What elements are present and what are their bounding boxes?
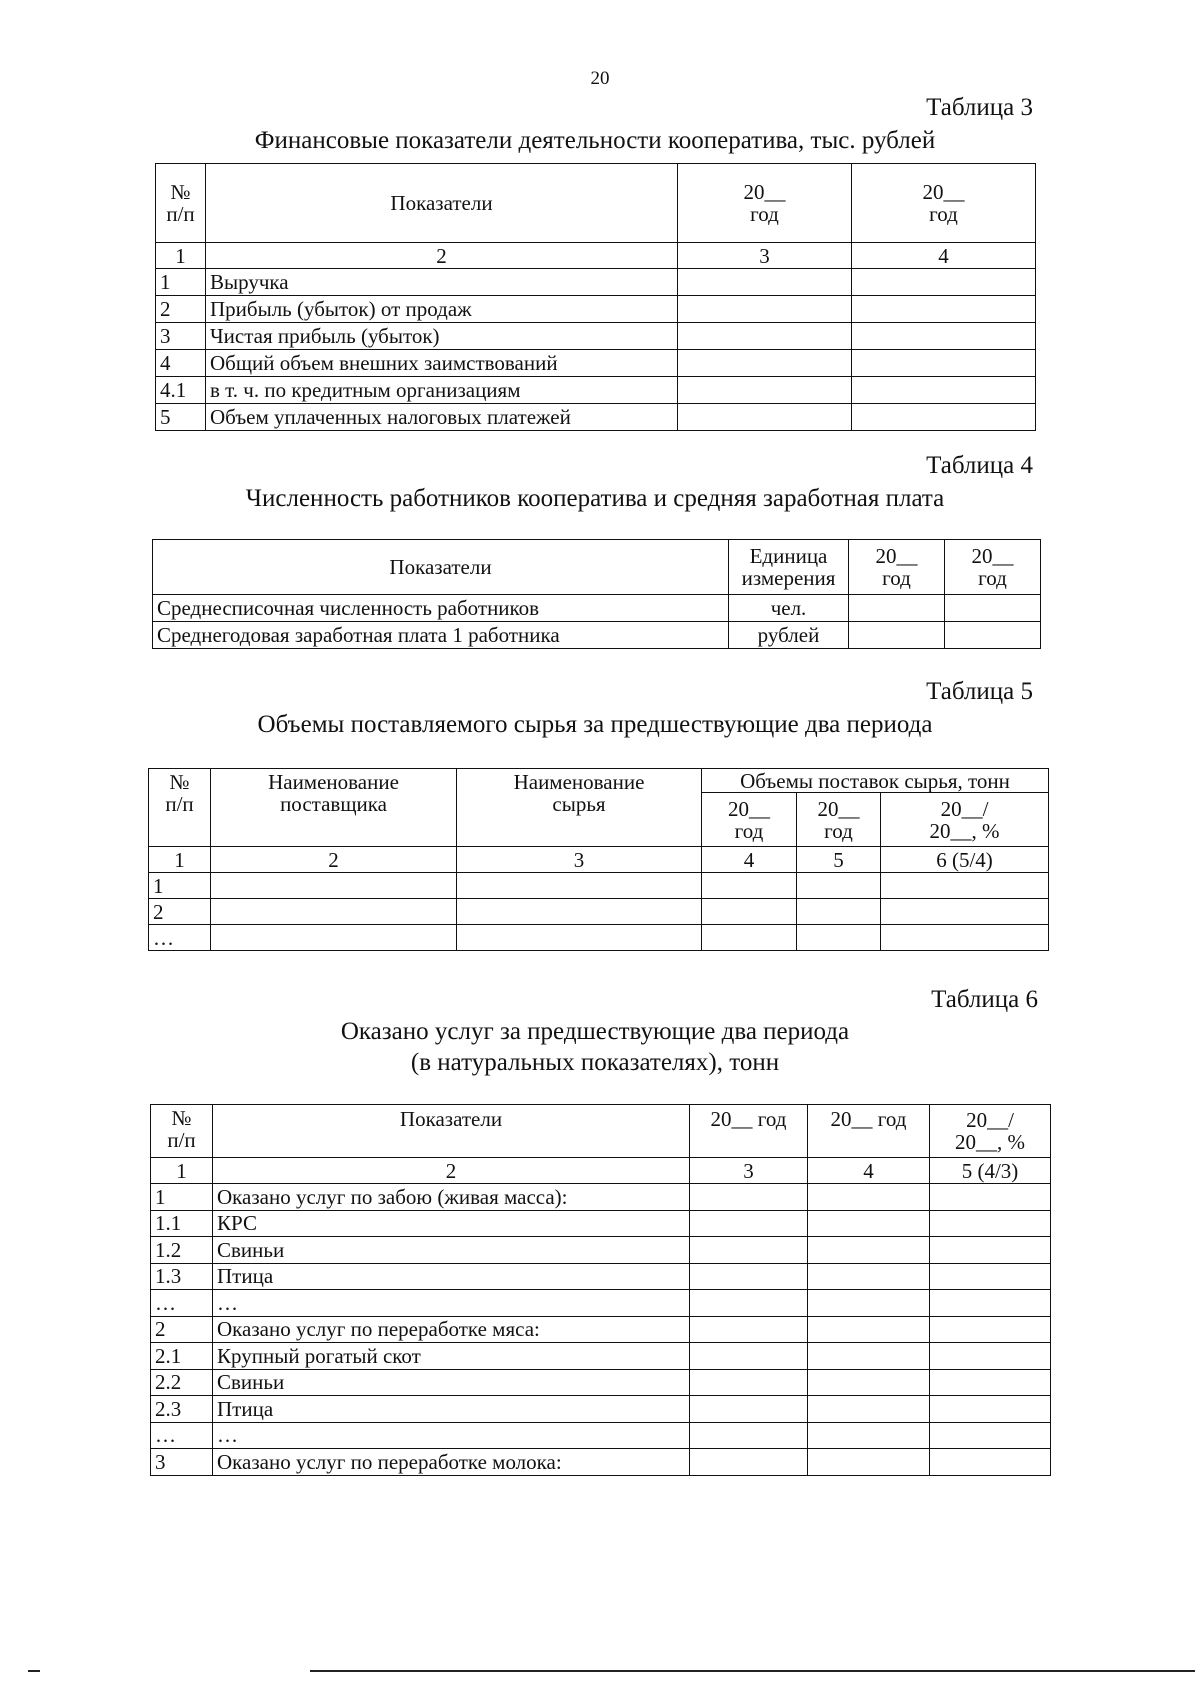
empty-cell xyxy=(690,1263,808,1290)
table5-colnum: 5 xyxy=(797,847,881,873)
table6-head-indicators: Показатели xyxy=(213,1105,690,1158)
empty-cell xyxy=(797,925,881,951)
bottom-rule xyxy=(310,1670,1195,1672)
table-row xyxy=(151,1449,1051,1476)
row-number: 2 xyxy=(151,1316,213,1343)
row-number: 1 xyxy=(156,269,206,296)
row-unit: рублей xyxy=(729,622,849,649)
table6-label: Таблица 6 xyxy=(931,986,1038,1013)
table3-colnum: 4 xyxy=(852,243,1036,269)
table6-head-year2: 20__ год xyxy=(808,1105,930,1158)
empty-cell xyxy=(852,377,1036,404)
empty-cell xyxy=(930,1422,1051,1449)
table6 xyxy=(150,1104,1051,1476)
table5-head-raw: Наименование сырья xyxy=(457,769,702,847)
row-number: 1.1 xyxy=(151,1210,213,1237)
empty-cell xyxy=(690,1290,808,1317)
empty-cell xyxy=(808,1422,930,1449)
table3-head-indicators: Показатели xyxy=(206,164,678,243)
row-label: Среднесписочная численность работников xyxy=(153,595,729,622)
table-row xyxy=(151,1422,1051,1449)
table5-colnum: 3 xyxy=(457,847,702,873)
table-row xyxy=(156,323,1036,350)
table3-head-year2: 20__ год xyxy=(852,164,1036,243)
empty-cell xyxy=(702,873,797,899)
empty-cell xyxy=(678,296,852,323)
empty-cell xyxy=(690,1343,808,1370)
table-row xyxy=(156,296,1036,323)
table-row xyxy=(149,899,1049,925)
table-row xyxy=(151,1343,1051,1370)
table-row xyxy=(151,1210,1051,1237)
empty-cell xyxy=(930,1396,1051,1423)
table4-header-row xyxy=(153,540,1041,595)
row-number: 4.1 xyxy=(156,377,206,404)
table4-title: Численность работников кооператива и средняя заработная плата xyxy=(245,485,945,512)
empty-cell xyxy=(457,899,702,925)
table6-title-line2: (в натуральных показателях), тонн xyxy=(410,1049,780,1076)
empty-cell xyxy=(930,1210,1051,1237)
table-row xyxy=(153,622,1041,649)
empty-cell xyxy=(457,925,702,951)
row-number: 4 xyxy=(156,350,206,377)
empty-cell xyxy=(690,1316,808,1343)
empty-cell xyxy=(945,622,1041,649)
table5-colnum: 6 (5/4) xyxy=(881,847,1049,873)
row-number: 1.2 xyxy=(151,1237,213,1264)
table4-head-year2: 20__ год xyxy=(945,540,1041,595)
page-number: 20 xyxy=(590,68,610,89)
empty-cell xyxy=(808,1449,930,1476)
table3-head-year1: 20__ год xyxy=(678,164,852,243)
empty-cell xyxy=(930,1184,1051,1211)
row-number: 2.3 xyxy=(151,1396,213,1423)
empty-cell xyxy=(678,269,852,296)
table-row xyxy=(151,1290,1051,1317)
table6-colnum: 5 (4/3) xyxy=(930,1158,1051,1184)
table-row xyxy=(151,1263,1051,1290)
empty-cell xyxy=(881,873,1049,899)
empty-cell xyxy=(930,1290,1051,1317)
row-unit: чел. xyxy=(729,595,849,622)
empty-cell xyxy=(797,899,881,925)
empty-cell xyxy=(797,873,881,899)
row-label: … xyxy=(213,1290,690,1317)
empty-cell xyxy=(808,1263,930,1290)
empty-cell xyxy=(852,350,1036,377)
bottom-mark xyxy=(28,1670,40,1672)
table-row xyxy=(156,269,1036,296)
table5-head-ratio: 20__/ 20__, % xyxy=(881,793,1049,847)
empty-cell xyxy=(690,1237,808,1264)
row-label: Оказано услуг по переработке мяса: xyxy=(213,1316,690,1343)
row-label: Птица xyxy=(213,1396,690,1423)
empty-cell xyxy=(808,1237,930,1264)
empty-cell xyxy=(702,925,797,951)
empty-cell xyxy=(211,899,457,925)
row-number: … xyxy=(151,1422,213,1449)
table-row xyxy=(151,1316,1051,1343)
table3-colnum: 1 xyxy=(156,243,206,269)
row-number: 2 xyxy=(156,296,206,323)
table-row xyxy=(151,1237,1051,1264)
row-number: 1 xyxy=(151,1184,213,1211)
row-label: Свиньи xyxy=(213,1369,690,1396)
table5-head-year1: 20__ год xyxy=(702,793,797,847)
table5-head-year2: 20__ год xyxy=(797,793,881,847)
empty-cell xyxy=(930,1316,1051,1343)
row-number: … xyxy=(149,925,211,951)
table5-title: Объемы поставляемого сырья за предшествующие два периода xyxy=(257,711,933,738)
empty-cell xyxy=(930,1237,1051,1264)
table6-head-year1: 20__ год xyxy=(690,1105,808,1158)
empty-cell xyxy=(678,404,852,431)
empty-cell xyxy=(702,899,797,925)
table-row xyxy=(151,1369,1051,1396)
table4-label: Таблица 4 xyxy=(926,452,1033,479)
table6-title-line1: Оказано услуг за предшествующие два периода xyxy=(340,1018,850,1045)
table5-colnum: 1 xyxy=(149,847,211,873)
table-row xyxy=(151,1184,1051,1211)
row-label: Общий объем внешних заимствований xyxy=(206,350,678,377)
row-number: 2.2 xyxy=(151,1369,213,1396)
empty-cell xyxy=(881,925,1049,951)
row-label: … xyxy=(213,1422,690,1449)
row-number: 5 xyxy=(156,404,206,431)
empty-cell xyxy=(808,1210,930,1237)
table5-head-num: № п/п xyxy=(149,769,211,847)
row-label: Среднегодовая заработная плата 1 работника xyxy=(153,622,729,649)
empty-cell xyxy=(690,1396,808,1423)
empty-cell xyxy=(849,595,945,622)
table6-colnum-row xyxy=(151,1158,1051,1184)
table6-header-row xyxy=(151,1105,1051,1158)
row-label: Чистая прибыль (убыток) xyxy=(206,323,678,350)
table6-head-num: № п/п xyxy=(151,1105,213,1158)
empty-cell xyxy=(678,377,852,404)
empty-cell xyxy=(945,595,1041,622)
table3-head-num: № п/п xyxy=(156,164,206,243)
row-label: КРС xyxy=(213,1210,690,1237)
empty-cell xyxy=(690,1210,808,1237)
table5-label: Таблица 5 xyxy=(926,678,1033,705)
empty-cell xyxy=(211,873,457,899)
empty-cell xyxy=(852,323,1036,350)
empty-cell xyxy=(678,323,852,350)
table6-colnum: 4 xyxy=(808,1158,930,1184)
empty-cell xyxy=(678,350,852,377)
table3-colnum: 3 xyxy=(678,243,852,269)
empty-cell xyxy=(849,622,945,649)
empty-cell xyxy=(881,899,1049,925)
table6-colnum: 3 xyxy=(690,1158,808,1184)
table3-header-row xyxy=(156,164,1036,243)
empty-cell xyxy=(808,1290,930,1317)
table4-head-unit: Единица измерения xyxy=(729,540,849,595)
empty-cell xyxy=(930,1369,1051,1396)
row-label: Крупный рогатый скот xyxy=(213,1343,690,1370)
row-number: 1.3 xyxy=(151,1263,213,1290)
table5-colnum: 4 xyxy=(702,847,797,873)
table3-label: Таблица 3 xyxy=(926,94,1033,121)
table-row xyxy=(149,873,1049,899)
table5-header-row xyxy=(149,769,1049,793)
table6-colnum: 2 xyxy=(213,1158,690,1184)
table6-head-ratio: 20__/ 20__, % xyxy=(930,1105,1051,1158)
table-row xyxy=(149,925,1049,951)
row-number: 3 xyxy=(156,323,206,350)
table3-colnum: 2 xyxy=(206,243,678,269)
table5 xyxy=(148,768,1049,951)
empty-cell xyxy=(690,1369,808,1396)
table3-title: Финансовые показатели деятельности кооператива, тыс. рублей xyxy=(254,127,936,154)
table3-colnum-row xyxy=(156,243,1036,269)
empty-cell xyxy=(808,1396,930,1423)
row-number: … xyxy=(151,1290,213,1317)
empty-cell xyxy=(690,1449,808,1476)
row-label: Прибыль (убыток) от продаж xyxy=(206,296,678,323)
table-row xyxy=(156,404,1036,431)
table-row xyxy=(153,595,1041,622)
empty-cell xyxy=(808,1369,930,1396)
row-label: Оказано услуг по переработке молока: xyxy=(213,1449,690,1476)
row-label: Объем уплаченных налоговых платежей xyxy=(206,404,678,431)
table5-colnum: 2 xyxy=(211,847,457,873)
row-label: Свиньи xyxy=(213,1237,690,1264)
row-number: 2 xyxy=(149,899,211,925)
empty-cell xyxy=(930,1449,1051,1476)
empty-cell xyxy=(930,1263,1051,1290)
empty-cell xyxy=(808,1316,930,1343)
table5-head-volumes: Объемы поставок сырья, тонн xyxy=(702,769,1049,793)
table4 xyxy=(152,539,1041,649)
table3 xyxy=(155,163,1036,431)
empty-cell xyxy=(852,296,1036,323)
table4-head-indicators: Показатели xyxy=(153,540,729,595)
row-label: Оказано услуг по забою (живая масса): xyxy=(213,1184,690,1211)
empty-cell xyxy=(211,925,457,951)
empty-cell xyxy=(808,1343,930,1370)
row-label: в т. ч. по кредитным организациям xyxy=(206,377,678,404)
row-number: 2.1 xyxy=(151,1343,213,1370)
table-row xyxy=(156,377,1036,404)
empty-cell xyxy=(690,1184,808,1211)
empty-cell xyxy=(457,873,702,899)
table-row xyxy=(151,1396,1051,1423)
row-number: 3 xyxy=(151,1449,213,1476)
empty-cell xyxy=(690,1422,808,1449)
table4-head-year1: 20__ год xyxy=(849,540,945,595)
row-number: 1 xyxy=(149,873,211,899)
empty-cell xyxy=(808,1184,930,1211)
table6-colnum: 1 xyxy=(151,1158,213,1184)
table5-head-supplier: Наименование поставщика xyxy=(211,769,457,847)
empty-cell xyxy=(852,269,1036,296)
row-label: Птица xyxy=(213,1263,690,1290)
table-row xyxy=(156,350,1036,377)
empty-cell xyxy=(930,1343,1051,1370)
row-label: Выручка xyxy=(206,269,678,296)
table5-colnum-row xyxy=(149,847,1049,873)
empty-cell xyxy=(852,404,1036,431)
